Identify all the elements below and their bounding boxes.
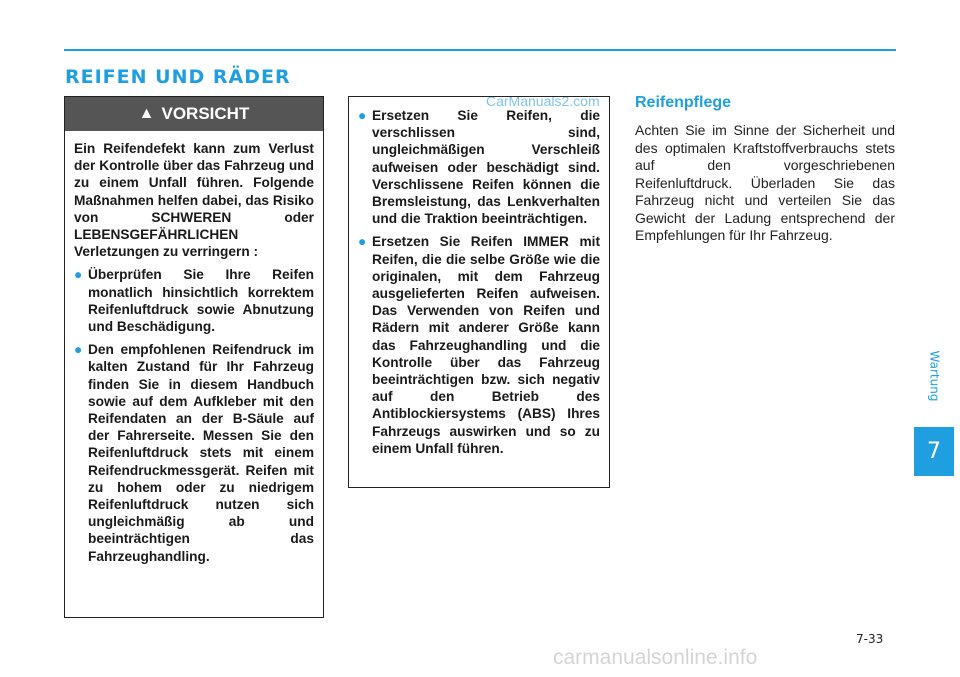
- bullet-dot-icon: ●: [74, 267, 83, 283]
- watermark-bottom: carmanualsonline.info: [553, 646, 758, 669]
- caution-bullet-text: Ersetzen Sie Reifen, die verschlissen sind, ungleichmäßigen Verschleiß aufweisen oder beschädigt sind. Verschlissene Reifen können die Bremsleistung, das Lenkverhalten und die Traktion beeinträchtigen.: [372, 108, 600, 227]
- section-title: REIFEN UND RÄDER: [65, 66, 291, 88]
- caution-header: [65, 97, 323, 131]
- top-rule: [64, 49, 896, 51]
- caution-bullet-list: [74, 266, 314, 564]
- reifenpflege-heading: Reifenpflege: [635, 94, 732, 111]
- caution-bullet: [358, 107, 600, 227]
- caution-body-continued: [349, 97, 609, 457]
- warning-triangle-icon: ▲: [138, 105, 155, 122]
- bullet-dot-icon: ●: [358, 108, 367, 123]
- caution-box: [64, 96, 324, 618]
- caution-bullet: [74, 266, 314, 335]
- caution-bullet-text: Ersetzen Sie Reifen IMMER mit Reifen, die die selbe Größe wie die originalen, mit dem Fahrzeug ausgelieferten Reifen aufweisen. Das Verwenden von Reifen und Rädern mit anderer Größe kann das Fahrzeughandling und die Kontrolle über das Fahrzeug beeinträchtigen bzw. sich negativ auf den Betrieb des Antiblockiersystems (ABS) Ihres Fahrzeugs auswirken und so zu einem Unfall führen.: [372, 234, 600, 456]
- caution-body: [65, 131, 323, 565]
- caution-intro: Ein Reifendefekt kann zum Verlust der Kontrolle über das Fahrzeug und zu einem Unfall führen. Folgende Maßnahmen helfen dabei, das Risiko von SCHWEREN oder LEBENSGEFÄHRLICHEN Verletzungen zu verringern :: [74, 141, 314, 260]
- bullet-dot-icon: ●: [358, 234, 367, 250]
- caution-bullet: [74, 341, 314, 565]
- caution-bullet-text: Überprüfen Sie Ihre Reifen monatlich hinsichtlich korrektem Reifenluftdruck sowie Abnutzung und Beschädigung.: [88, 267, 314, 335]
- page-number: 7-33: [856, 632, 884, 646]
- caution-bullet-list-continued: [358, 107, 600, 457]
- caution-bullet-text: Den empfohlenen Reifendruck im kalten Zustand für Ihr Fahrzeug finden Sie in diesem Handbuch sowie auf dem Aufkleber mit den Reifendaten an der B-Säule auf der Fahrerseite. Messen Sie den Reifenluftdruck stets mit einem Reifendruckmessgerät. Reifen mit zu hohem oder zu niedrigem Reifenluftdruck nutzen sich ungleichmäßig ab und beeinträchtigen das Fahrzeughandling.: [88, 342, 314, 564]
- caution-bullet: [358, 233, 600, 457]
- bullet-dot-icon: ●: [74, 342, 83, 358]
- chapter-tab: 7: [914, 427, 954, 476]
- reifenpflege-text: Achten Sie im Sinne der Sicherheit und des optimalen Kraftstoffverbrauchs stets auf den vorgeschriebenen Reifenluftdruck. Überladen Sie das Fahrzeug nicht und verteilen Sie das Gewicht der Ladung entsprechend der Empfehlungen für Ihr Fahrzeug.: [635, 122, 895, 243]
- chapter-side-label: [914, 326, 954, 426]
- caution-header-label: VORSICHT: [161, 104, 250, 123]
- watermark-top: CarManuals2.com: [486, 93, 600, 109]
- chapter-side-label-text: Wartung: [927, 350, 942, 402]
- caution-box-continued: [348, 96, 610, 488]
